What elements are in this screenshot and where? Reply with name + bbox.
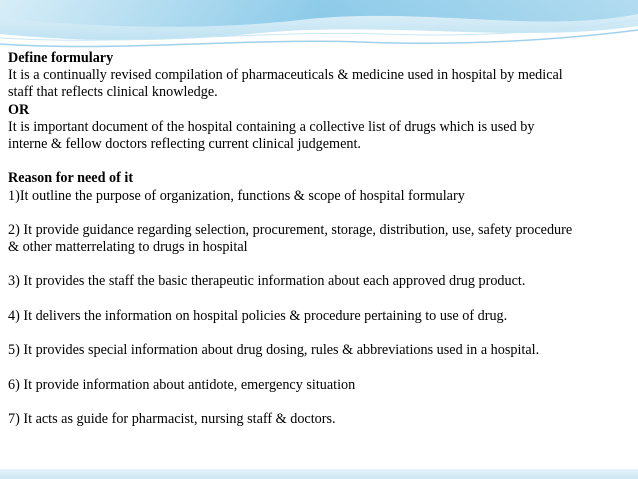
reason-item: 6) It provide information about antidote, emergency situation (8, 376, 356, 393)
spacer (8, 291, 638, 308)
reason-item: 1)It outline the purpose of organization, functions & scope of hospital formulary (8, 187, 465, 204)
footer-band (0, 469, 638, 479)
reason-item-continuation: & other matterrelating to drugs in hospital (8, 239, 248, 256)
spacer (8, 325, 638, 342)
spacer (8, 394, 638, 411)
definition-2-line: It is important document of the hospital containing a collective list of drugs which is used by (8, 118, 535, 135)
definition-1-line: staff that reflects clinical knowledge. (8, 84, 218, 101)
spacer (8, 359, 638, 376)
or-label: OR (8, 101, 30, 118)
slide-body (8, 50, 638, 428)
reason-item: 4) It delivers the information on hospital policies & procedure pertaining to use of drug. (8, 307, 508, 324)
definition-2-line: interne & fellow doctors reflecting current clinical judgement. (8, 135, 361, 152)
reason-item: 7) It acts as guide for pharmacist, nursing staff & doctors. (8, 410, 336, 427)
spacer (8, 256, 638, 273)
reason-item: 3) It provides the staff the basic therapeutic information about each approved drug product. (8, 273, 526, 290)
reason-item: 2) It provide guidance regarding selection, procurement, storage, distribution, use, safety procedure (8, 221, 573, 238)
definition-1-line: It is a continually revised compilation of pharmaceuticals & medicine used in hospital by medical (8, 67, 563, 84)
spacer (8, 153, 638, 170)
reason-item: 5) It provides special information about drug dosing, rules & abbreviations used in a hospital. (8, 342, 540, 359)
spacer (8, 205, 638, 222)
definition-heading: Define formulary (8, 50, 114, 66)
reason-heading: Reason for need of it (8, 170, 134, 187)
